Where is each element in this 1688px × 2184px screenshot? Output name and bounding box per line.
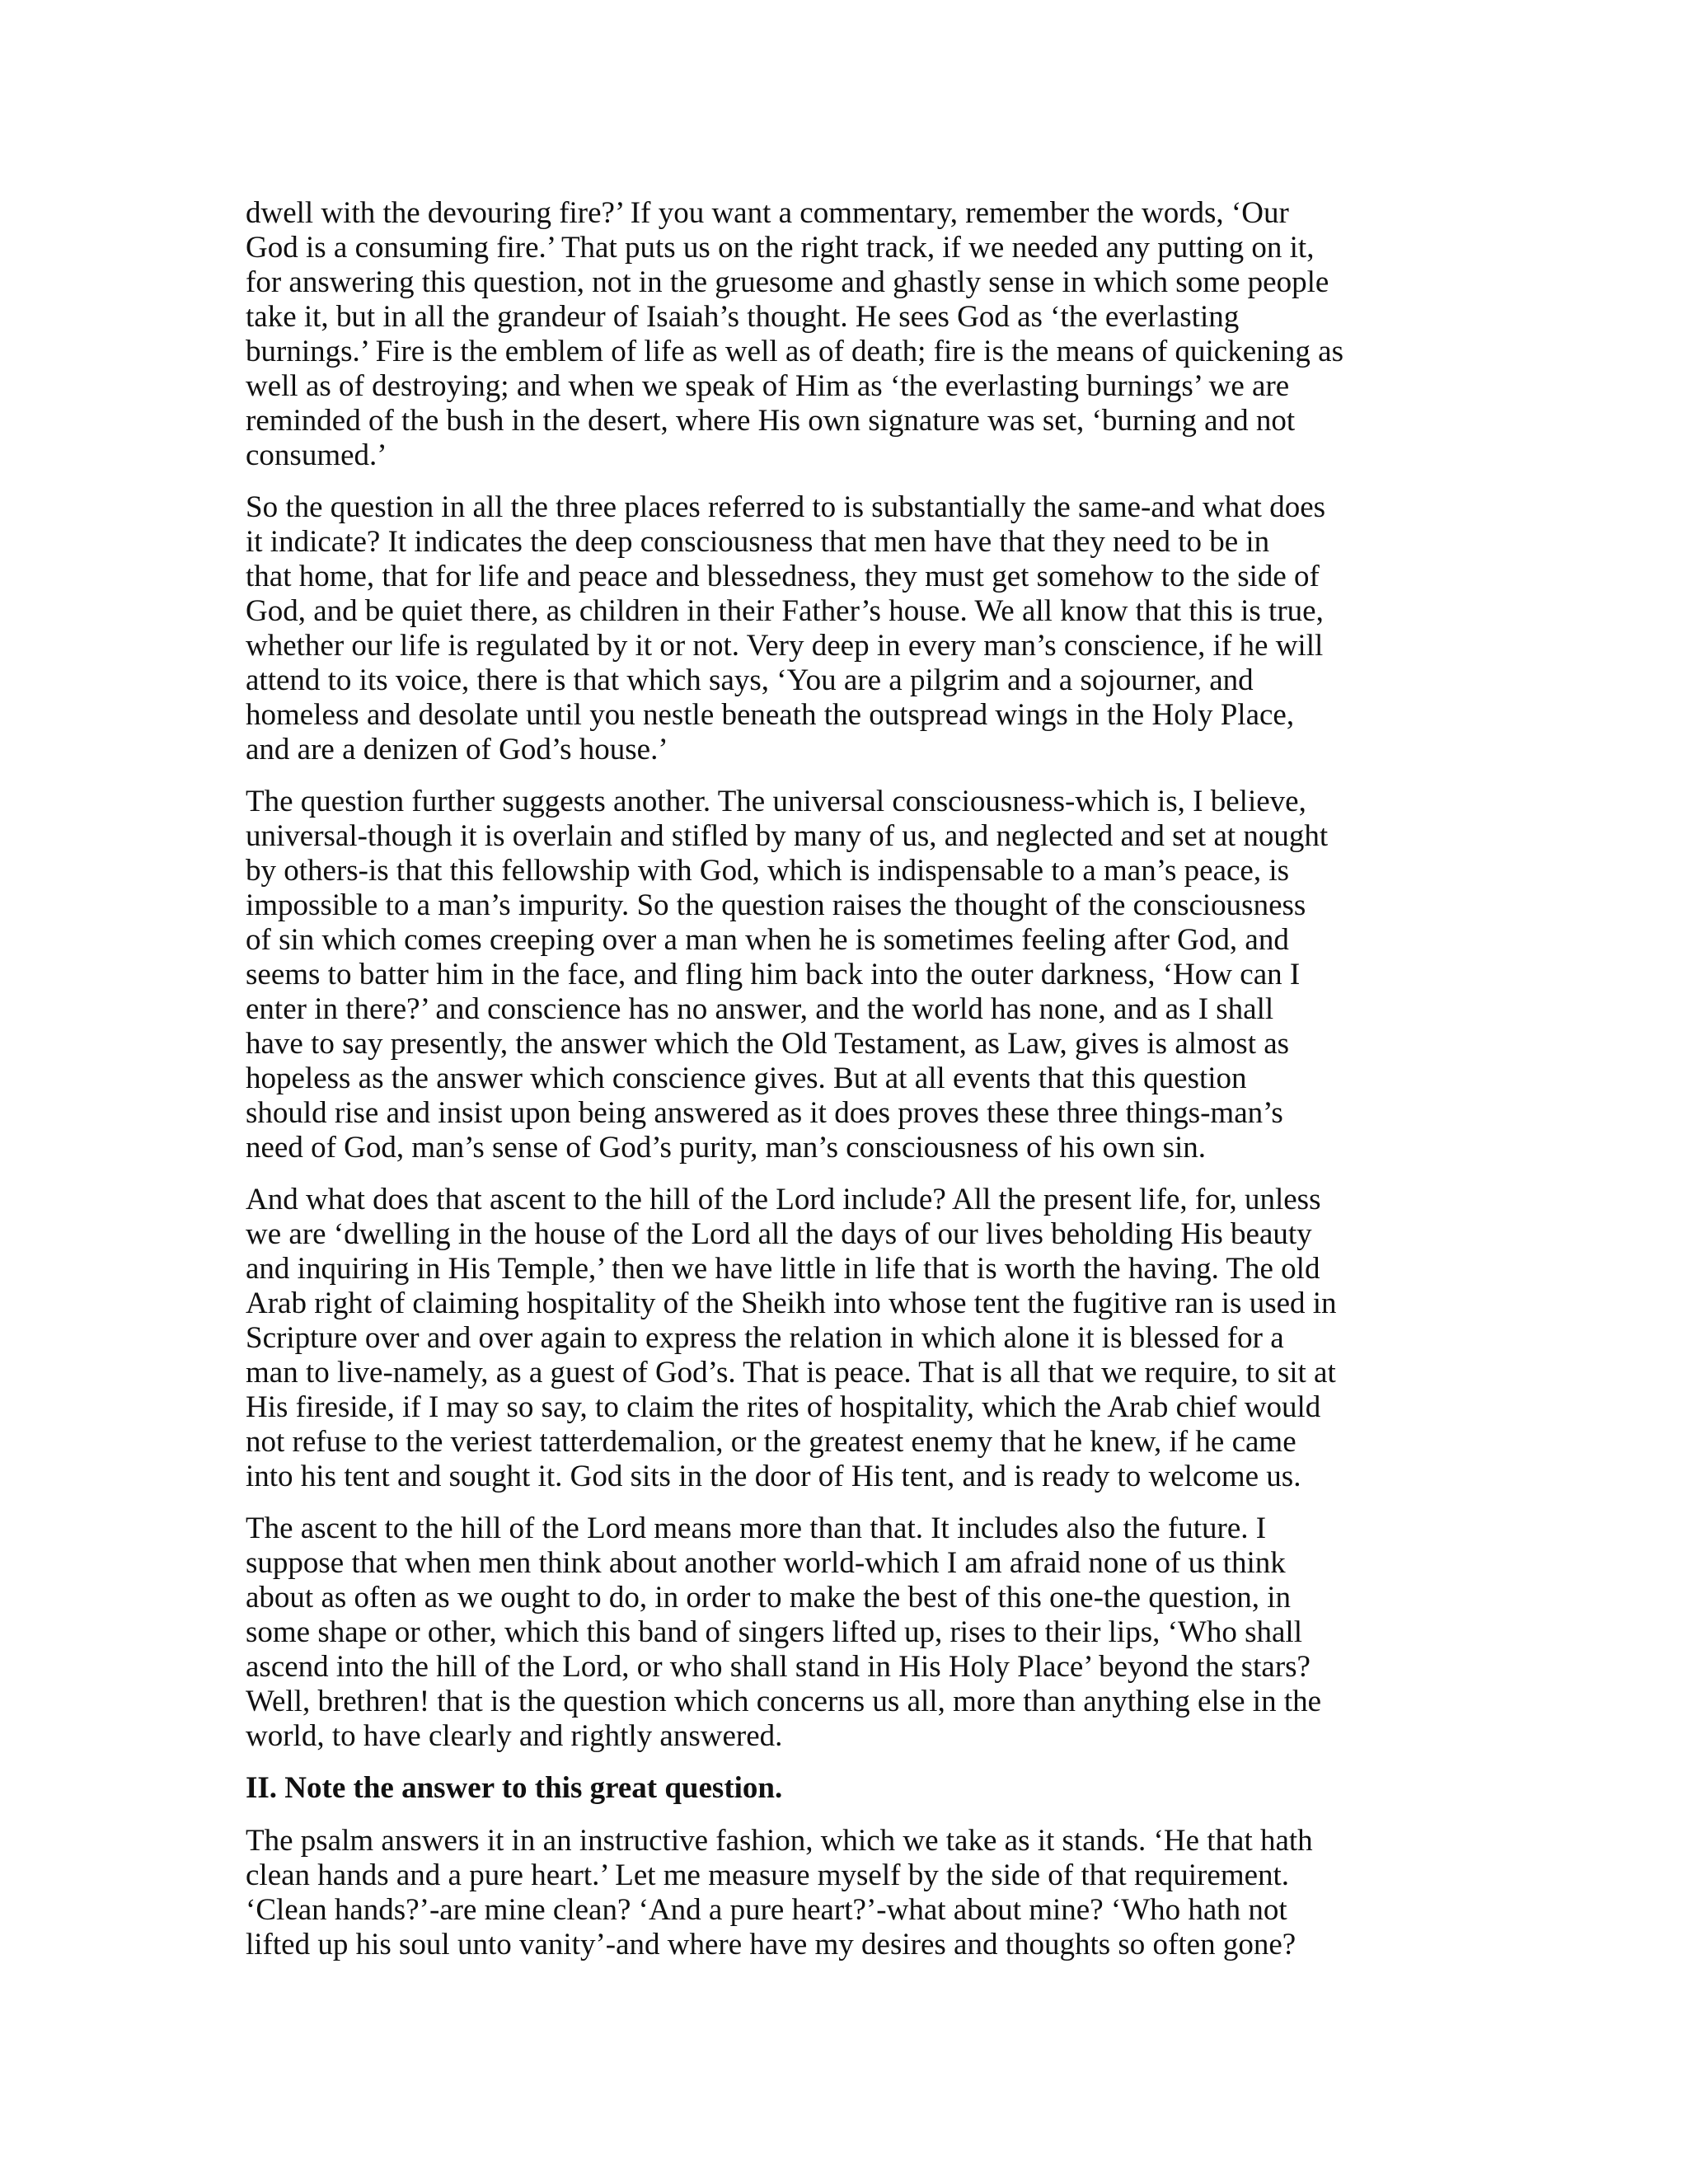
paragraph-6: The psalm answers it in an instructive fashion, which we take as it stands. ‘He that hath clean hands and a pure heart.’ Let me measure myself by the side of that requirement. ‘Clean hands?’-are mine clean? ‘And a pure heart?’-what about mine? ‘Who hath not lifted up his soul unto vanity’-and where have my desires and thoughts so often gone? [246, 1824, 1313, 1961]
document-page [246, 196, 1441, 1980]
paragraph-4: And what does that ascent to the hill of the Lord include? All the present life, for, unless we are ‘dwelling in the house of the Lord all the days of our lives beholding His beauty and inquiring in His Temple,’ then we have little in life that is worth the having. The old Arab right of claiming hospitality of the Sheikh into whose tent the fugitive ran is used in Scripture over and over again to express the relation in which alone it is blessed for a man to live-namely, as a guest of God’s. That is peace. That is all that we require, to sit at His fireside, if I may so say, to claim the rites of hospitality, which the Arab chief would not refuse to the veriest tatterdemalion, or the greatest enemy that he knew, if he came into his tent and sought it. God sits in the door of His tent, and is ready to welcome us. [246, 1183, 1337, 1493]
paragraph-1: dwell with the devouring fire?’ If you want a commentary, remember the words, ‘Our God is a consuming fire.’ That puts us on the right track, if we needed any putting on it, for answering this question, not in the gruesome and ghastly sense in which some people take it, but in all the grandeur of Isaiah’s thought. He sees God as ‘the everlasting burnings.’ Fire is the emblem of life as well as of death; fire is the means of quickening as well as of destroying; and when we speak of Him as ‘the everlasting burnings’ we are reminded of the bush in the desert, where His own signature was set, ‘burning and not consumed.’ [246, 196, 1343, 472]
paragraph-3: The question further suggests another. The universal consciousness-which is, I believe, universal-though it is overlain and stifled by many of us, and neglected and set at nought by others-is that this fellowship with God, which is indispensable to a man’s peace, is impossible to a man’s impurity. So the question raises the thought of the consciousness of sin which comes creeping over a man when he is sometimes feeling after God, and seems to batter him in the face, and fling him back into the outer darkness, ‘How can I enter in there?’ and conscience has no answer, and the world has none, and as I shall have to say presently, the answer which the Old Testament, as Law, gives is almost as hopeless as the answer which conscience gives. But at all events that this question should rise and insist upon being answered as it does proves these three things-man’s need of God, man’s sense of God’s purity, man’s consciousness of his own sin. [246, 785, 1329, 1165]
paragraph-2: So the question in all the three places referred to is substantially the same-and what does it indicate? It indicates the deep consciousness that men have that they need to be in that home, that for life and peace and blessedness, they must get somehow to the side of God, and be quiet there, as children in their Father’s house. We all know that this is true, whether our life is regulated by it or not. Very deep in every man’s conscience, if he will attend to its voice, there is that which says, ‘You are a pilgrim and a sojourner, and homeless and desolate until you nestle beneath the outspread wings in the Holy Place, and are a denizen of God’s house.’ [246, 490, 1326, 766]
section-heading: II. Note the answer to this great question. [246, 1771, 783, 1805]
paragraph-5: The ascent to the hill of the Lord means more than that. It includes also the future. I suppose that when men think about another world-which I am afraid none of us think about as often as we ought to do, in order to make the best of this one-the question, in some shape or other, which this band of singers lifted up, rises to their lips, ‘Who shall ascend into the hill of the Lord, or who shall stand in His Holy Place’ beyond the stars? Well, brethren! that is the question which concerns us all, more than anything else in the world, to have clearly and rightly answered. [246, 1511, 1322, 1753]
